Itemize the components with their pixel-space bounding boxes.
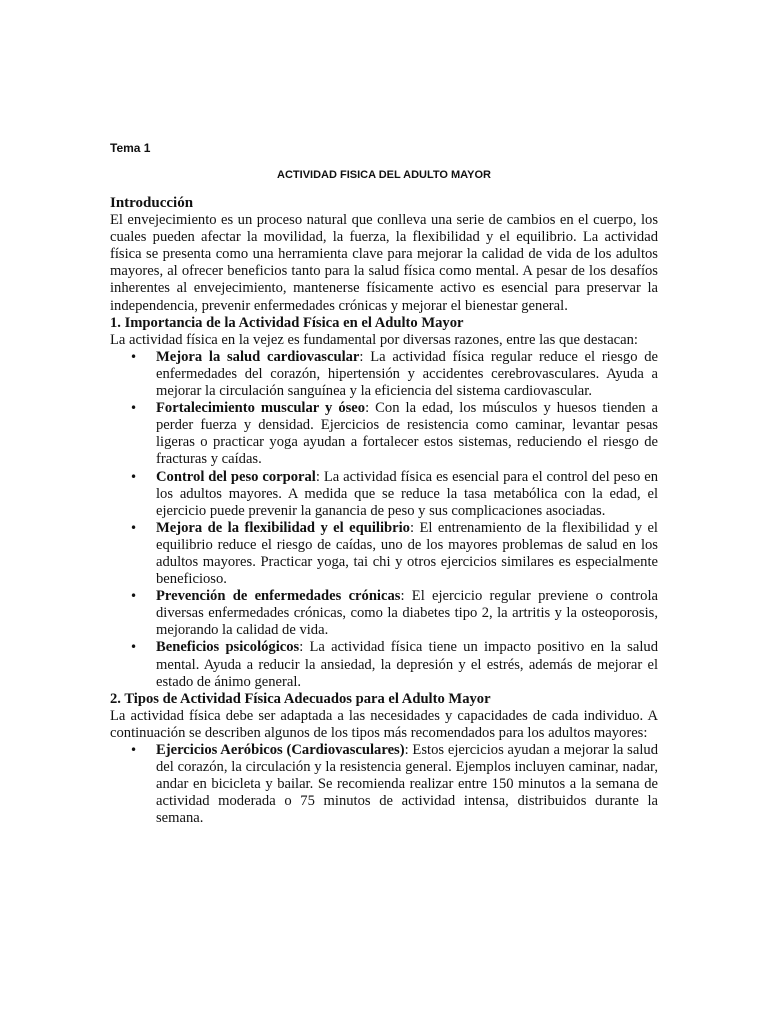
list-item [110, 349, 658, 400]
bullet-icon: • [130, 469, 138, 484]
intro-heading: Introducción [110, 195, 194, 211]
item-term: Mejora la salud cardiovascular [156, 348, 360, 365]
intro-paragraph: El envejecimiento es un proceso natural que conlleva una serie de cambios en el cuerpo, los cuales pueden afectar la movilidad, la fuerza, la flexibilidad y el equilibrio. La actividad física se presenta como una herramienta clave para mejorar la calidad de vida de los adultos mayores, al ofrecer beneficios tanto para la salud física como mental. A pesar de los desafíos inherentes al envejecimiento, mantenerse físicamente activo es esencial para preservar la independencia, prevenir enfermedades crónicas y mejorar el bienestar general. [110, 212, 658, 314]
section1-list [110, 349, 658, 691]
list-item [110, 588, 658, 639]
document-title: ACTIVIDAD FISICA DEL ADULTO MAYOR [277, 169, 491, 181]
bullet-icon: • [130, 349, 138, 364]
bullet-icon: • [130, 743, 138, 757]
bullet-icon: • [130, 640, 138, 655]
tema-label: Tema 1 [110, 141, 151, 155]
section1-heading: 1. Importancia de la Actividad Física en el Adulto Mayor [110, 314, 464, 331]
list-item [110, 639, 658, 690]
bullet-icon: • [130, 589, 138, 604]
item-desc: : La actividad física tiene un impacto positivo en la salud mental. Ayuda a reducir la ansiedad, la depresión y el estrés, además de mejorar el estado de ánimo general. [156, 639, 658, 690]
item-desc: : Estos ejercicios ayudan a mejorar la salud del corazón, la circulación y la resistencia general. Ejemplos incluyen caminar, nadar, andar en bicicleta y bailar. Se recomienda realizar entre 150 minutos a la semana de actividad moderada o 75 minutos de actividad intensa, distribuidos durante la semana. [156, 742, 658, 827]
bullet-icon: • [130, 401, 138, 416]
item-desc: : El entrenamiento de la flexibilidad y el equilibrio reduce el riesgo de caídas, uno de los mayores problemas de salud en los adultos mayores. Practicar yoga, tai chi y otros ejercicios similares es especialmente beneficioso. [156, 519, 658, 588]
item-term: Ejercicios Aeróbicos (Cardiovasculares) [156, 742, 405, 758]
list-item [110, 742, 658, 827]
bullet-icon: • [130, 520, 138, 535]
item-term: Control del peso corporal [156, 468, 316, 485]
item-term: Fortalecimiento muscular y óseo [156, 400, 366, 417]
section2-heading: 2. Tipos de Actividad Física Adecuados para el Adulto Mayor [110, 690, 491, 707]
document-body [110, 195, 658, 827]
item-desc: : El ejercicio regular previene o controla diversas enfermedades crónicas, como la diabetes tipo 2, la artritis y la osteoporosis, mejorando la calidad de vida. [156, 588, 658, 639]
section2-paragraph: La actividad física debe ser adaptada a las necesidades y capacidades de cada individuo. A continuación se describen algunos de los tipos más recomendados para los adultos mayores: [110, 707, 658, 741]
item-desc: : La actividad física regular reduce el riesgo de enfermedades del corazón, hipertensión y accidentes cerebrovasculares. Ayuda a mejorar la circulación sanguínea y la eficiencia del sistema cardiovascular. [156, 348, 658, 400]
item-desc: : La actividad física es esencial para el control del peso en los adultos mayores. A medida que se reduce la tasa metabólica con la edad, el ejercicio puede prevenir la ganancia de peso y sus complicaciones asociadas. [156, 468, 658, 519]
list-item [110, 400, 658, 468]
list-item [110, 469, 658, 520]
section1-paragraph: La actividad física en la vejez es fundamental por diversas razones, entre las que destacan: [110, 331, 638, 348]
item-term: Mejora de la flexibilidad y el equilibrio [156, 519, 410, 536]
list-item [110, 520, 658, 588]
section2-list [110, 742, 658, 827]
item-desc: : Con la edad, los músculos y huesos tienden a perder fuerza y densidad. Ejercicios de resistencia como caminar, levantar pesas ligeras o practicar yoga ayudan a fortalecer estos sistemas, reduciendo el riesgo de fracturas y caídas. [156, 400, 658, 468]
item-term: Prevención de enfermedades crónicas [156, 588, 401, 605]
item-term: Beneficios psicológicos [156, 639, 300, 656]
